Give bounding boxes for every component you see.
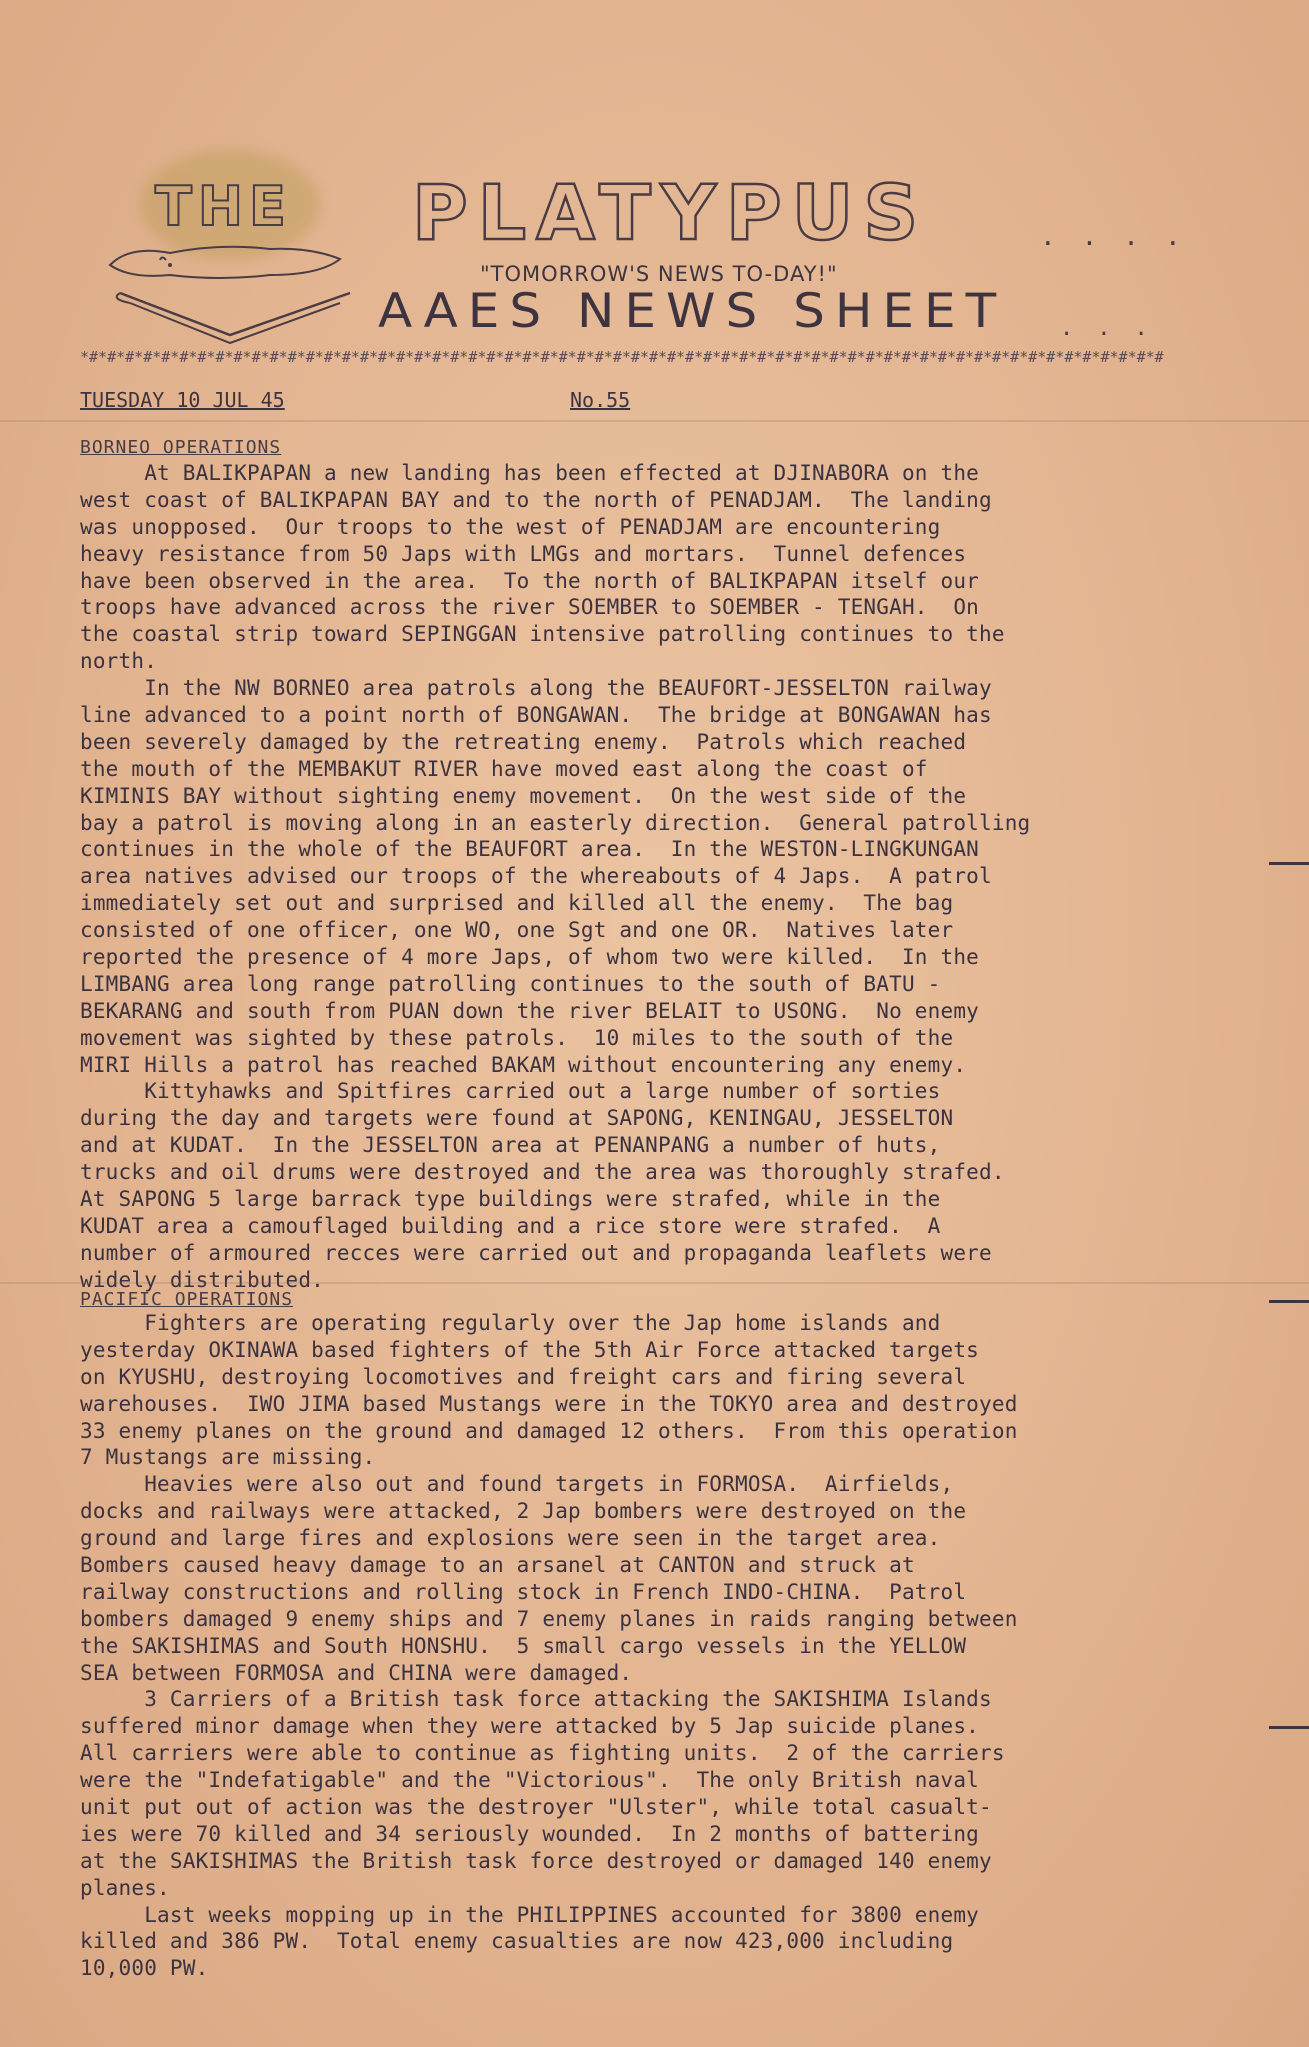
article-line: unit put out of action was the destroyer "Ulster", while total casualt- (80, 1795, 992, 1820)
masthead-the: THE (155, 175, 292, 238)
article-line: suffered minor damage when they were attacked by 5 Jap suicide planes. (80, 1714, 980, 1739)
article-line: SEA between FORMOSA and CHINA were damaged. (80, 1660, 633, 1685)
article-line: trucks and oil drums were destroyed and the area was thoroughly strafed. (80, 1160, 1005, 1185)
article-line: 33 enemy planes on the ground and damaged 12 others. From this operation (80, 1418, 1018, 1443)
section-heading-pacific: PACIFIC OPERATIONS (80, 1289, 294, 1310)
article-line: number of armoured recces were carried out and propaganda leaflets were (80, 1240, 992, 1265)
article-line: killed and 386 PW. Total enemy casualties are now 423,000 including (80, 1929, 954, 1954)
platypus-icon (100, 235, 370, 350)
borneo-article (80, 460, 1230, 1294)
article-line: at the SAKISHIMAS the British task force destroyed or damaged 140 enemy (80, 1848, 992, 1873)
pacific-article (80, 1310, 1230, 1982)
article-line: KUDAT area a camouflaged building and a rice store were strafed. A (80, 1213, 941, 1238)
article-line: and at KUDAT. In the JESSELTON area at PENANPANG a number of huts, (80, 1133, 941, 1158)
article-line: the mouth of the MEMBAKUT RIVER have moved east along the coast of (80, 756, 928, 781)
edge-mark (1269, 1726, 1309, 1729)
article-line: continues in the whole of the BEAUFORT area. In the WESTON-LINGKUNGAN (80, 837, 980, 862)
article-line: on KYUSHU, destroying locomotives and freight cars and firing several (80, 1364, 967, 1389)
article-line: ies were 70 killed and 34 seriously wounded. In 2 months of battering (80, 1821, 980, 1846)
article-line: widely distributed. (80, 1267, 325, 1292)
fold-crease (0, 420, 1309, 422)
article-line: have been observed in the area. To the north of BALIKPAPAN itself our (80, 568, 980, 593)
article-line: KIMINIS BAY without sighting enemy movement. On the west side of the (80, 783, 967, 808)
article-line: Bombers caused heavy damage to an arsanel at CANTON and struck at (80, 1553, 915, 1578)
article-line: bay a patrol is moving along in an easterly direction. General patrolling (80, 810, 1031, 835)
fold-crease (0, 1282, 1309, 1284)
article-line: the SAKISHIMAS and South HONSHU. 5 small cargo vessels in the YELLOW (80, 1633, 967, 1658)
article-line: area natives advised our troops of the whereabouts of 4 Japs. A patrol (80, 864, 992, 889)
issue-date: TUESDAY 10 JUL 45 (80, 388, 285, 412)
article-line: MIRI Hills a patrol has reached BAKAM without encountering any enemy. (80, 1052, 967, 1077)
article-line: Heavies were also out and found targets in FORMOSA. Airfields, (80, 1472, 954, 1497)
article-line: Last weeks mopping up in the PHILIPPINES accounted for 3800 enemy (80, 1902, 980, 1927)
article-line: yesterday OKINAWA based fighters of the 5th Air Force attacked targets (80, 1337, 980, 1362)
star-divider: *#*#*#*#*#*#*#*#*#*#*#*#*#*#*#*#*#*#*#*#*#*#*#*#*#*#*#*#*#*#*#*#*#*#*#*#*#*#*#*#*#*#*#*#*#*#*#*#*#*#*#*#*#*#*#*#*#*#*#*# (80, 348, 1164, 366)
article-line: All carriers were able to continue as fighting units. 2 of the carriers (80, 1741, 1005, 1766)
article-line: west coast of BALIKPAPAN BAY and to the north of PENADJAM. The landing (80, 487, 992, 512)
masthead (0, 0, 1309, 380)
article-line: movement was sighted by these patrols. 10 miles to the south of the (80, 1025, 954, 1050)
article-line: reported the presence of 4 more Japs, of whom two were killed. In the (80, 945, 980, 970)
article-line: been severely damaged by the retreating enemy. Patrols which reached (80, 729, 967, 754)
article-line: line advanced to a point north of BONGAWAN. The bridge at BONGAWAN has (80, 703, 992, 728)
article-line: was unopposed. Our troops to the west of PENADJAM are encountering (80, 514, 941, 539)
section-heading-borneo: BORNEO OPERATIONS (80, 437, 282, 458)
article-line: 10,000 PW. (80, 1956, 209, 1981)
article-line: docks and railways were attacked, 2 Jap bombers were destroyed on the (80, 1499, 967, 1524)
article-line: 3 Carriers of a British task force attacking the SAKISHIMA Islands (80, 1687, 992, 1712)
article-line: 7 Mustangs are missing. (80, 1445, 376, 1470)
article-line: during the day and targets were found at SAPONG, KENINGAU, JESSELTON (80, 1106, 954, 1131)
article-line: bombers damaged 9 enemy ships and 7 enemy planes in raids ranging between (80, 1606, 1018, 1631)
masthead-title: PLATYPUS (412, 168, 929, 257)
article-line: troops have advanced across the river SOEMBER to SOEMBER - TENGAH. On (80, 595, 980, 620)
article-line: railway constructions and rolling stock in French INDO-CHINA. Patrol (80, 1579, 967, 1604)
article-line: the coastal strip toward SEPINGGAN intensive patrolling continues to the (80, 622, 1005, 647)
article-line: BEKARANG and south from PUAN down the river BELAIT to USONG. No enemy (80, 998, 980, 1023)
article-line: immediately set out and surprised and killed all the enemy. The bag (80, 891, 954, 916)
article-line: north. (80, 649, 158, 674)
article-line: planes. (80, 1875, 170, 1900)
edge-mark (1269, 862, 1309, 865)
article-line: At SAPONG 5 large barrack type buildings were strafed, while in the (80, 1187, 941, 1212)
tagline: "TOMORROW'S NEWS TO-DAY!" (480, 262, 838, 286)
article-line: heavy resistance from 50 Japs with LMGs and mortars. Tunnel defences (80, 541, 967, 566)
article-line: Kittyhawks and Spitfires carried out a large number of sorties (80, 1079, 941, 1104)
subtitle: AAES NEWS SHEET (378, 283, 1007, 339)
article-line: At BALIKPAPAN a new landing has been effected at DJINABORA on the (80, 461, 980, 485)
article-line: warehouses. IWO JIMA based Mustangs were in the TOKYO area and destroyed (80, 1391, 1018, 1416)
article-line: ground and large fires and explosions were seen in the target area. (80, 1526, 941, 1551)
article-line: were the "Indefatigable" and the "Victorious". The only British naval (80, 1768, 980, 1793)
issue-number: No.55 (570, 388, 631, 412)
subtitle-dots: ... (1060, 316, 1172, 341)
article-line: consisted of one officer, one WO, one Sgt and one OR. Natives later (80, 918, 954, 943)
article-line: LIMBANG area long range patrolling continues to the south of BATU - (80, 971, 941, 996)
edge-mark (1269, 1300, 1309, 1303)
masthead-title-dots: .... (1040, 222, 1207, 252)
article-line: Fighters are operating regularly over the Jap home islands and (80, 1311, 941, 1335)
article-line: In the NW BORNEO area patrols along the BEAUFORT-JESSELTON railway (80, 676, 992, 701)
